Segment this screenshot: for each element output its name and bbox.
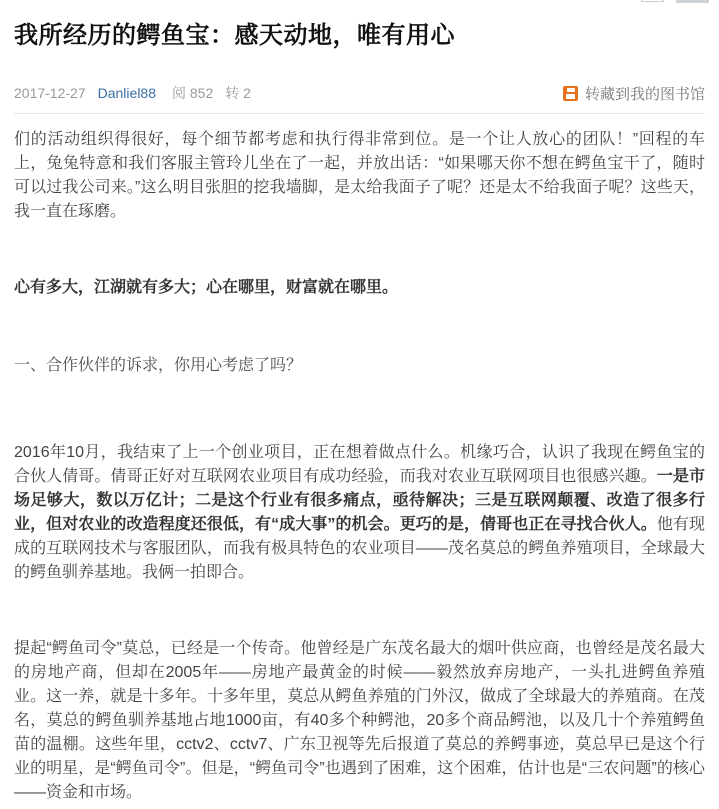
paragraph-intro: 们的活动组织得很好，每个细节都考虑和执行得非常到位。是一个让人放心的团队！”回程的车上，兔兔特意和我们客服主管玲儿坐在了一起，并放出话：“如果哪天你不想在鳄鱼宝干了，随时可以过我公司来。”这么明目张胆的挖我墙脚，是太给我面子了呢？还是太不给我面子呢？这些天，我一直在琢磨。 bbox=[14, 131, 705, 220]
article-meta-row bbox=[14, 84, 705, 102]
header-divider bbox=[14, 113, 705, 114]
paragraph-partnership-bold: 一是市场足够大，数以万亿计；二是这个行业有很多痛点，亟待解决；三是互联网颠覆、改造了很多行业，但对农业的改造程度还很低，有“成大事”的机会。更巧的是，倩哥也正在寻找合伙人。 bbox=[14, 468, 705, 533]
paragraph-partnership-normal-1: 2016年10月，我结束了上一个创业项目，正在想着做点什么。机缘巧合，认识了我现在鳄鱼宝的合伙人倩哥。倩哥正好对互联网农业项目有成功经验，而我对农业互联网项目也很感兴趣。 bbox=[14, 444, 705, 485]
floppy-disk-save-icon bbox=[563, 86, 578, 101]
publish-date: 2017-12-27 bbox=[14, 85, 86, 101]
views-count: 阅 852 bbox=[172, 85, 214, 101]
save-to-library-button[interactable] bbox=[563, 83, 705, 104]
shares-count: 转 2 bbox=[225, 85, 251, 101]
paragraph-partnership bbox=[14, 441, 705, 585]
page-title: 我所经历的鳄鱼宝：感天动地，唯有用心 bbox=[14, 22, 455, 49]
section-heading: 一、合作伙伴的诉求，你用心考虑了吗？ bbox=[14, 357, 303, 374]
author-link[interactable]: Danliel88 bbox=[97, 85, 156, 101]
paragraph-crocodile-commander: 提起“鳄鱼司令”莫总，已经是一个传奇。他曾经是广东茂名最大的烟叶供应商，也曾经是茂名最大的房地产商，但却在2005年——房地产最黄金的时候——毅然放弃房地产，一头扎进鳄鱼养殖业。这一养，就是十多年。十多年里，莫总从鳄鱼养殖的门外汉，做成了全球最大的养殖商。在茂名，莫总的鳄鱼驯养基地占地1000亩，有40多个种鳄池，20多个商品鳄池，以及几十个养殖鳄鱼苗的温棚。这些年里，cctv2、cctv7、广东卫视等先后报道了莫总的养鳄事迹，莫总早已是这个行业的明星，是“鳄鱼司令”。但是，“鳄鱼司令”也遇到了困难，这个困难，估计也是“三农问题”的核心——资金和市场。 bbox=[14, 640, 705, 801]
article-body bbox=[14, 128, 705, 805]
paragraph-partnership-normal-2: 他有现成的互联网技术与客服团队，而我有极具特色的农业项目——茂名莫总的鳄鱼养殖项目，全球最大的鳄鱼驯养基地。我俩一拍即合。 bbox=[14, 516, 705, 581]
highlight-quote: 心有多大，江湖就有多大；心在哪里，财富就在哪里。 bbox=[14, 279, 399, 296]
save-to-library-label: 转藏到我的图书馆 bbox=[584, 85, 705, 103]
